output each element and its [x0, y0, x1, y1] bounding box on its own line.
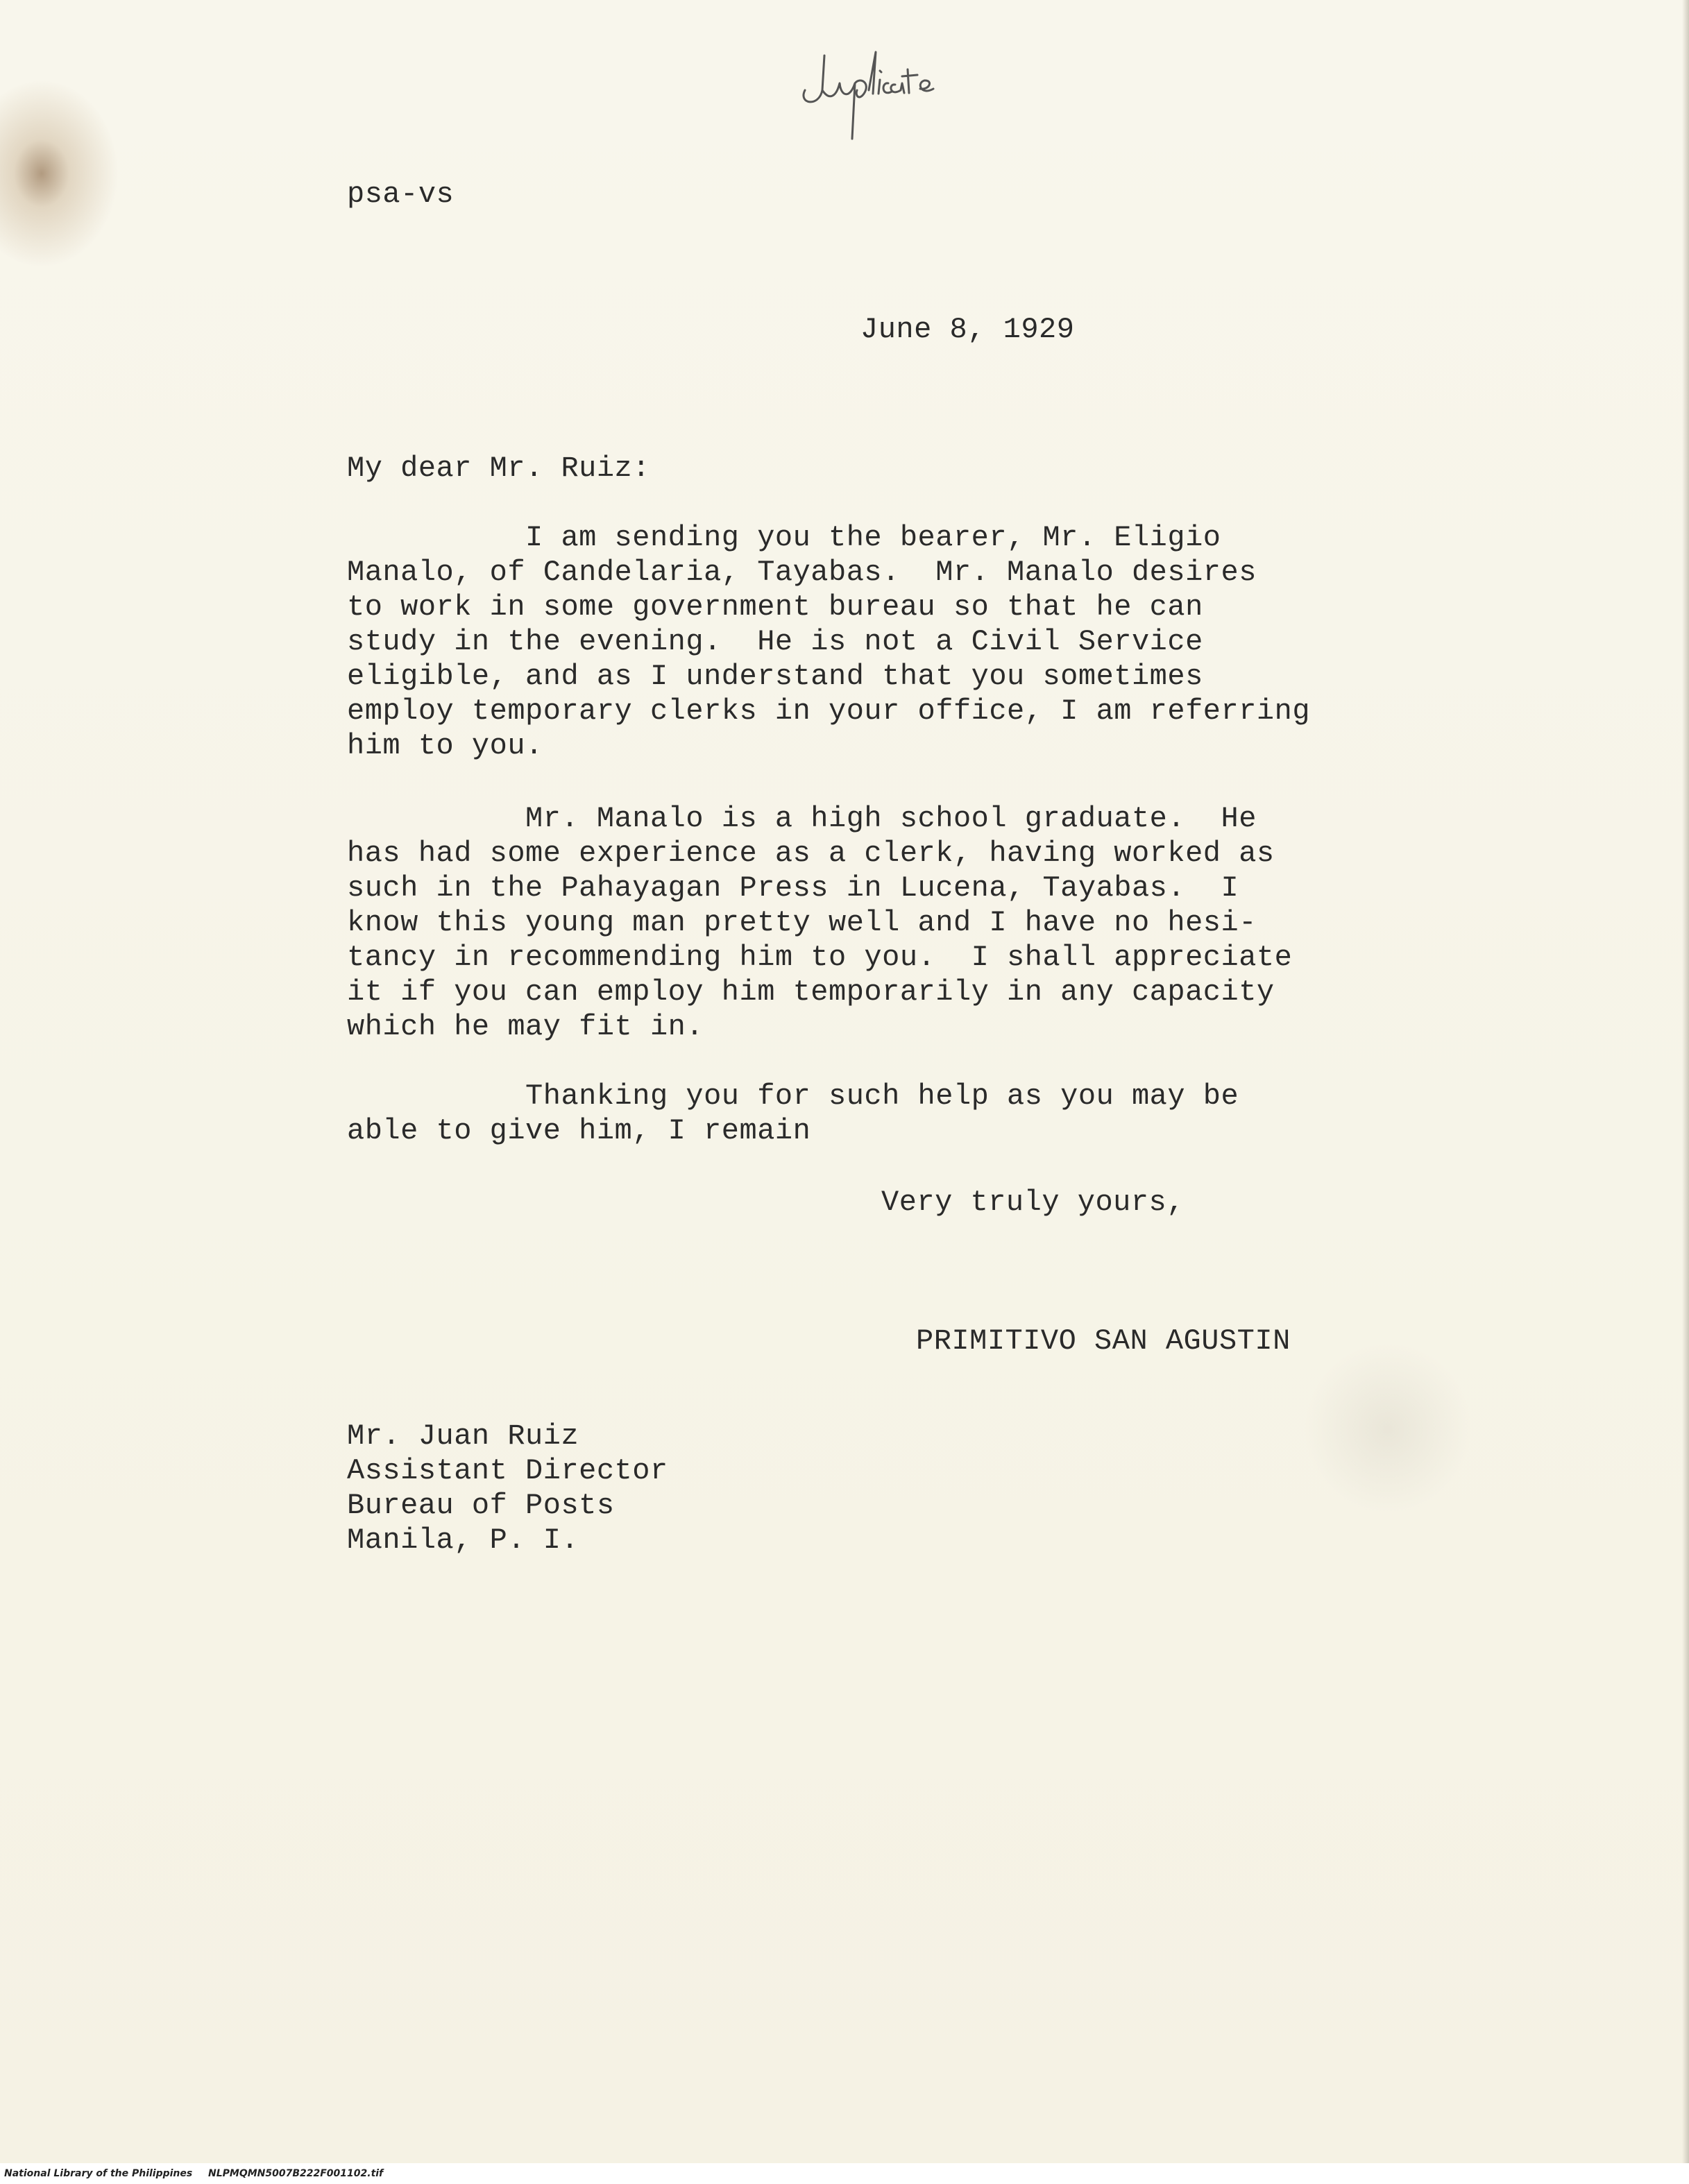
- footer-file-id: NLPMQMN5007B222F001102.tif: [208, 2168, 384, 2179]
- scan-footer: [0, 2163, 1689, 2184]
- body-paragraph-2: Mr. Manalo is a high school graduate. He has had some experience as a clerk, having worked as such in the Pahayagan Press in Lucena, Tayabas. I know this young man pretty well and I have no hesi- tancy in recommending him to you. I shall appreciate it if you can employ him temporarily in any capacity which he may fit in.: [347, 802, 1293, 1043]
- reference-initials: psa-vs: [347, 178, 455, 211]
- body-paragraph-1: I am sending you the bearer, Mr. Eligio Manalo, of Candelaria, Tayabas. Mr. Manalo desires to work in some government bureau so that he can study in the evening. He is not a Civil Service eligible, and as I understand that you sometimes employ temporary clerks in your office, I am referring him to you.: [347, 521, 1311, 762]
- body-paragraph-3: Thanking you for such help as you may be able to give him, I remain: [347, 1080, 1239, 1148]
- handwritten-note-duplicate: [791, 42, 999, 146]
- paper-edge: [1682, 0, 1689, 2184]
- signer-name: PRIMITIVO SAN AGUSTIN: [916, 1324, 1291, 1358]
- letter-date: June 8, 1929: [860, 313, 1075, 346]
- salutation: My dear Mr. Ruiz:: [347, 452, 650, 485]
- recipient-address: Mr. Juan Ruiz Assistant Director Bureau of Posts Manila, P. I.: [347, 1419, 668, 1557]
- complimentary-closing: Very truly yours,: [881, 1186, 1185, 1219]
- footer-institution: National Library of the Philippines: [4, 2168, 193, 2179]
